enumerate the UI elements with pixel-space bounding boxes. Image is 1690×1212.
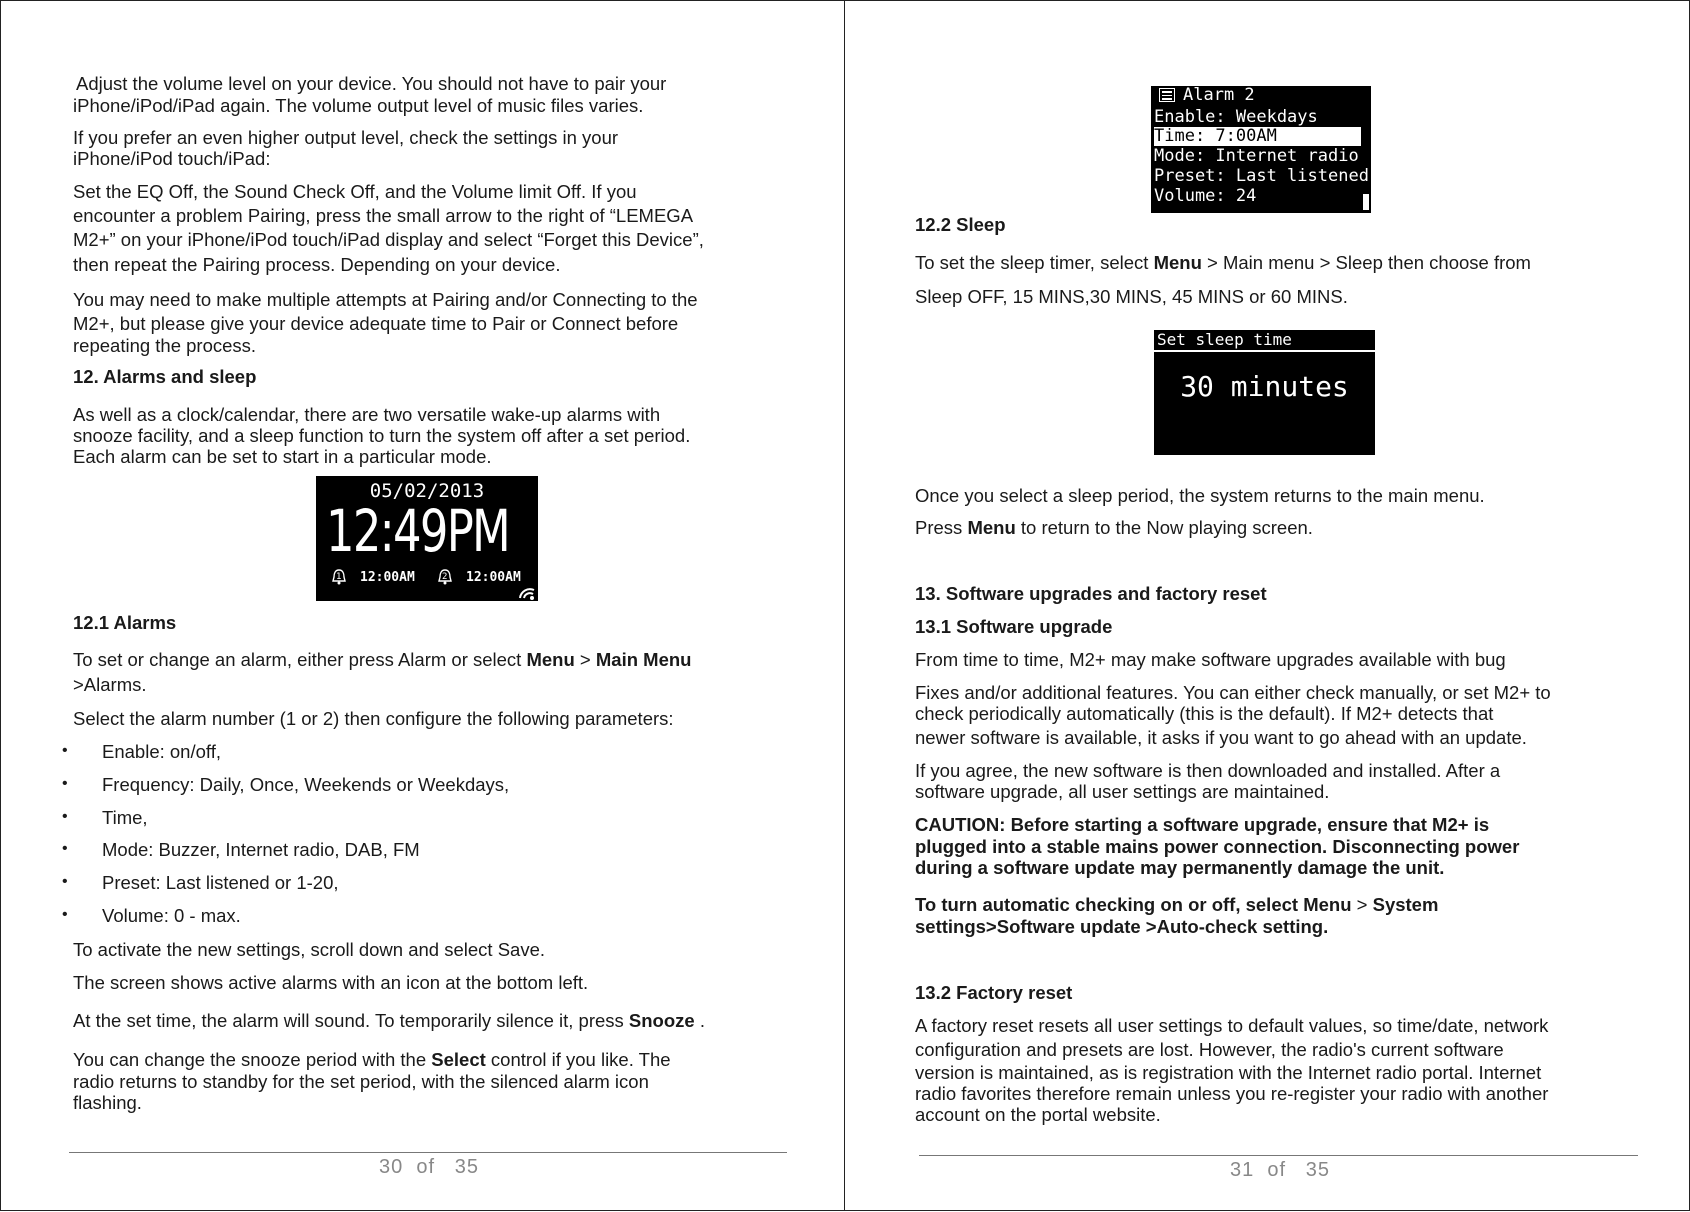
text-line: The screen shows active alarms with an icon at the bottom left.: [73, 972, 589, 993]
alarm-settings-screen: [1151, 86, 1371, 213]
text-line: radio returns to standby for the set period, with the silenced alarm icon: [73, 1071, 649, 1092]
clock-time: 12:49PM: [326, 497, 510, 565]
section-heading-13-1: 13.1 Software upgrade: [915, 616, 1113, 637]
text-line: snooze facility, and a sleep function to turn the system off after a set period.: [73, 425, 691, 446]
menu-term: Menu: [1153, 252, 1202, 273]
section-heading-13-2: 13.2 Factory reset: [915, 982, 1073, 1003]
text-line: check periodically automatically (this is the default). If M2+ detects that: [915, 703, 1494, 724]
text-line: If you prefer an even higher output level, check the settings in your: [73, 127, 619, 148]
screen-row: Preset: Last listened: [1154, 166, 1369, 186]
text-line: You can change the snooze period with the Select control if you like. The: [73, 1049, 671, 1070]
caution-text: plugged into a stable mains power connection. Disconnecting power: [915, 836, 1520, 857]
text-line: To activate the new settings, scroll down and select Save.: [73, 939, 546, 960]
text-line: iPhone/iPod/iPad again. The volume output level of music files varies.: [73, 95, 644, 116]
page-number: 31 of 35: [1230, 1159, 1330, 1181]
text-line: configuration and presets are lost. However, the radio's current software: [915, 1039, 1504, 1060]
bullet-icon: •: [62, 873, 68, 890]
screen-title: Alarm 2: [1183, 86, 1255, 105]
alarm1-time: 12:00AM: [360, 570, 415, 585]
text-line: At the set time, the alarm will sound. To temporarily silence it, press Snooze .: [73, 1010, 705, 1031]
text-line: From time to time, M2+ may make software upgrades available with bug: [915, 649, 1506, 670]
list-item: Time,: [102, 807, 148, 828]
text-line: To set or change an alarm, either press Alarm or select Menu > Main Menu: [73, 649, 692, 670]
text-line: >Alarms.: [73, 674, 147, 695]
menu-term: Menu: [967, 517, 1016, 538]
section-heading-12-2: 12.2 Sleep: [915, 214, 1006, 235]
text-line: Select the alarm number (1 or 2) then configure the following parameters:: [73, 708, 674, 729]
sleep-timer-screen: [1154, 330, 1375, 455]
clock-screen: [316, 476, 538, 601]
screen-title: Set sleep time: [1157, 330, 1292, 349]
text-line: newer software is available, it asks if you want to go ahead with an update.: [915, 727, 1527, 748]
section-heading-13: 13. Software upgrades and factory reset: [915, 583, 1267, 604]
list-icon: [1159, 88, 1175, 102]
wifi-signal-icon: [518, 585, 536, 599]
text-line: account on the portal website.: [915, 1104, 1161, 1125]
screen-row-selected: Time: 7:00AM: [1154, 127, 1361, 146]
text-line: Once you select a sleep period, the system returns to the main menu.: [915, 485, 1485, 506]
text-line: Sleep OFF, 15 MINS,30 MINS, 45 MINS or 60 MINS.: [915, 286, 1348, 307]
sleep-value: 30 minutes: [1180, 370, 1349, 403]
text-line: As well as a clock/calendar, there are two versatile wake-up alarms with: [73, 404, 661, 425]
caution-text: CAUTION: Before starting a software upgrade, ensure that M2+ is: [915, 814, 1490, 835]
select-term: Select: [431, 1049, 486, 1070]
section-heading-12: 12. Alarms and sleep: [73, 366, 257, 387]
left-page: [0, 0, 845, 1211]
list-item: Frequency: Daily, Once, Weekends or Weekdays,: [102, 774, 510, 795]
bullet-icon: •: [62, 742, 68, 759]
list-item: Volume: 0 - max.: [102, 905, 241, 926]
text-line: Each alarm can be set to start in a particular mode.: [73, 446, 492, 467]
text-line: M2+” on your iPhone/iPod touch/iPad display and select “Forget this Device”,: [73, 229, 704, 250]
right-page: [844, 0, 1690, 1211]
screen-row: Mode: Internet radio: [1154, 146, 1359, 166]
text-line: iPhone/iPod touch/iPad:: [73, 148, 271, 169]
text-line: To set the sleep timer, select Menu > Main menu > Sleep then choose from: [915, 252, 1531, 273]
section-heading-12-1: 12.1 Alarms: [73, 612, 177, 633]
text-line: To turn automatic checking on or off, select Menu > System: [915, 894, 1439, 915]
text-line: version is maintained, as is registration with the Internet radio portal. Internet: [915, 1062, 1542, 1083]
text-line: flashing.: [73, 1092, 142, 1113]
screen-row: Enable: Weekdays: [1154, 107, 1318, 127]
screen-row: Volume: 24: [1154, 186, 1257, 206]
text-line: If you agree, the new software is then downloaded and installed. After a: [915, 760, 1501, 781]
text-line: Press Menu to return to the Now playing screen.: [915, 517, 1313, 538]
text-line: then repeat the Pairing process. Depending on your device.: [73, 254, 561, 275]
page-number: 30 of 35: [379, 1156, 479, 1178]
list-item: Enable: on/off,: [102, 741, 221, 762]
alarm2-number: 2: [442, 572, 448, 582]
list-item: Preset: Last listened or 1-20,: [102, 872, 339, 893]
text-line: encounter a problem Pairing, press the small arrow to the right of “LEMEGA: [73, 205, 694, 226]
bullet-icon: •: [62, 808, 68, 825]
bullet-icon: •: [62, 906, 68, 923]
bullet-icon: •: [62, 775, 68, 792]
caution-text: during a software update may permanently damage the unit.: [915, 857, 1445, 878]
menu-term: Menu: [526, 649, 575, 670]
text-line: settings>Software update >Auto-check setting.: [915, 916, 1329, 937]
alarm1-number: 1: [336, 572, 342, 582]
text-line: You may need to make multiple attempts at Pairing and/or Connecting to the: [73, 289, 698, 310]
text-line: radio favorites therefore remain unless you re-register your radio with another: [915, 1083, 1549, 1104]
list-item: Mode: Buzzer, Internet radio, DAB, FM: [102, 839, 420, 860]
text-line: repeating the process.: [73, 335, 257, 356]
footer-divider: [69, 1152, 787, 1153]
footer-divider: [919, 1155, 1638, 1156]
bullet-icon: •: [62, 840, 68, 857]
clock-date: 05/02/2013: [369, 480, 485, 502]
screen-scrollbar: [1363, 194, 1369, 210]
text-line: Adjust the volume level on your device. You should not have to pair your: [76, 73, 667, 94]
text-line: M2+, but please give your device adequate time to Pair or Connect before: [73, 313, 679, 334]
snooze-term: Snooze: [628, 1010, 695, 1031]
text-line: Fixes and/or additional features. You can either check manually, or set M2+ to: [915, 682, 1551, 703]
main-menu-term: Main Menu: [595, 649, 692, 670]
text-line: software upgrade, all user settings are maintained.: [915, 781, 1330, 802]
text-line: A factory reset resets all user settings to default values, so time/date, network: [915, 1015, 1549, 1036]
alarm2-time: 12:00AM: [466, 570, 521, 585]
text-line: Set the EQ Off, the Sound Check Off, and the Volume limit Off. If you: [73, 181, 637, 202]
